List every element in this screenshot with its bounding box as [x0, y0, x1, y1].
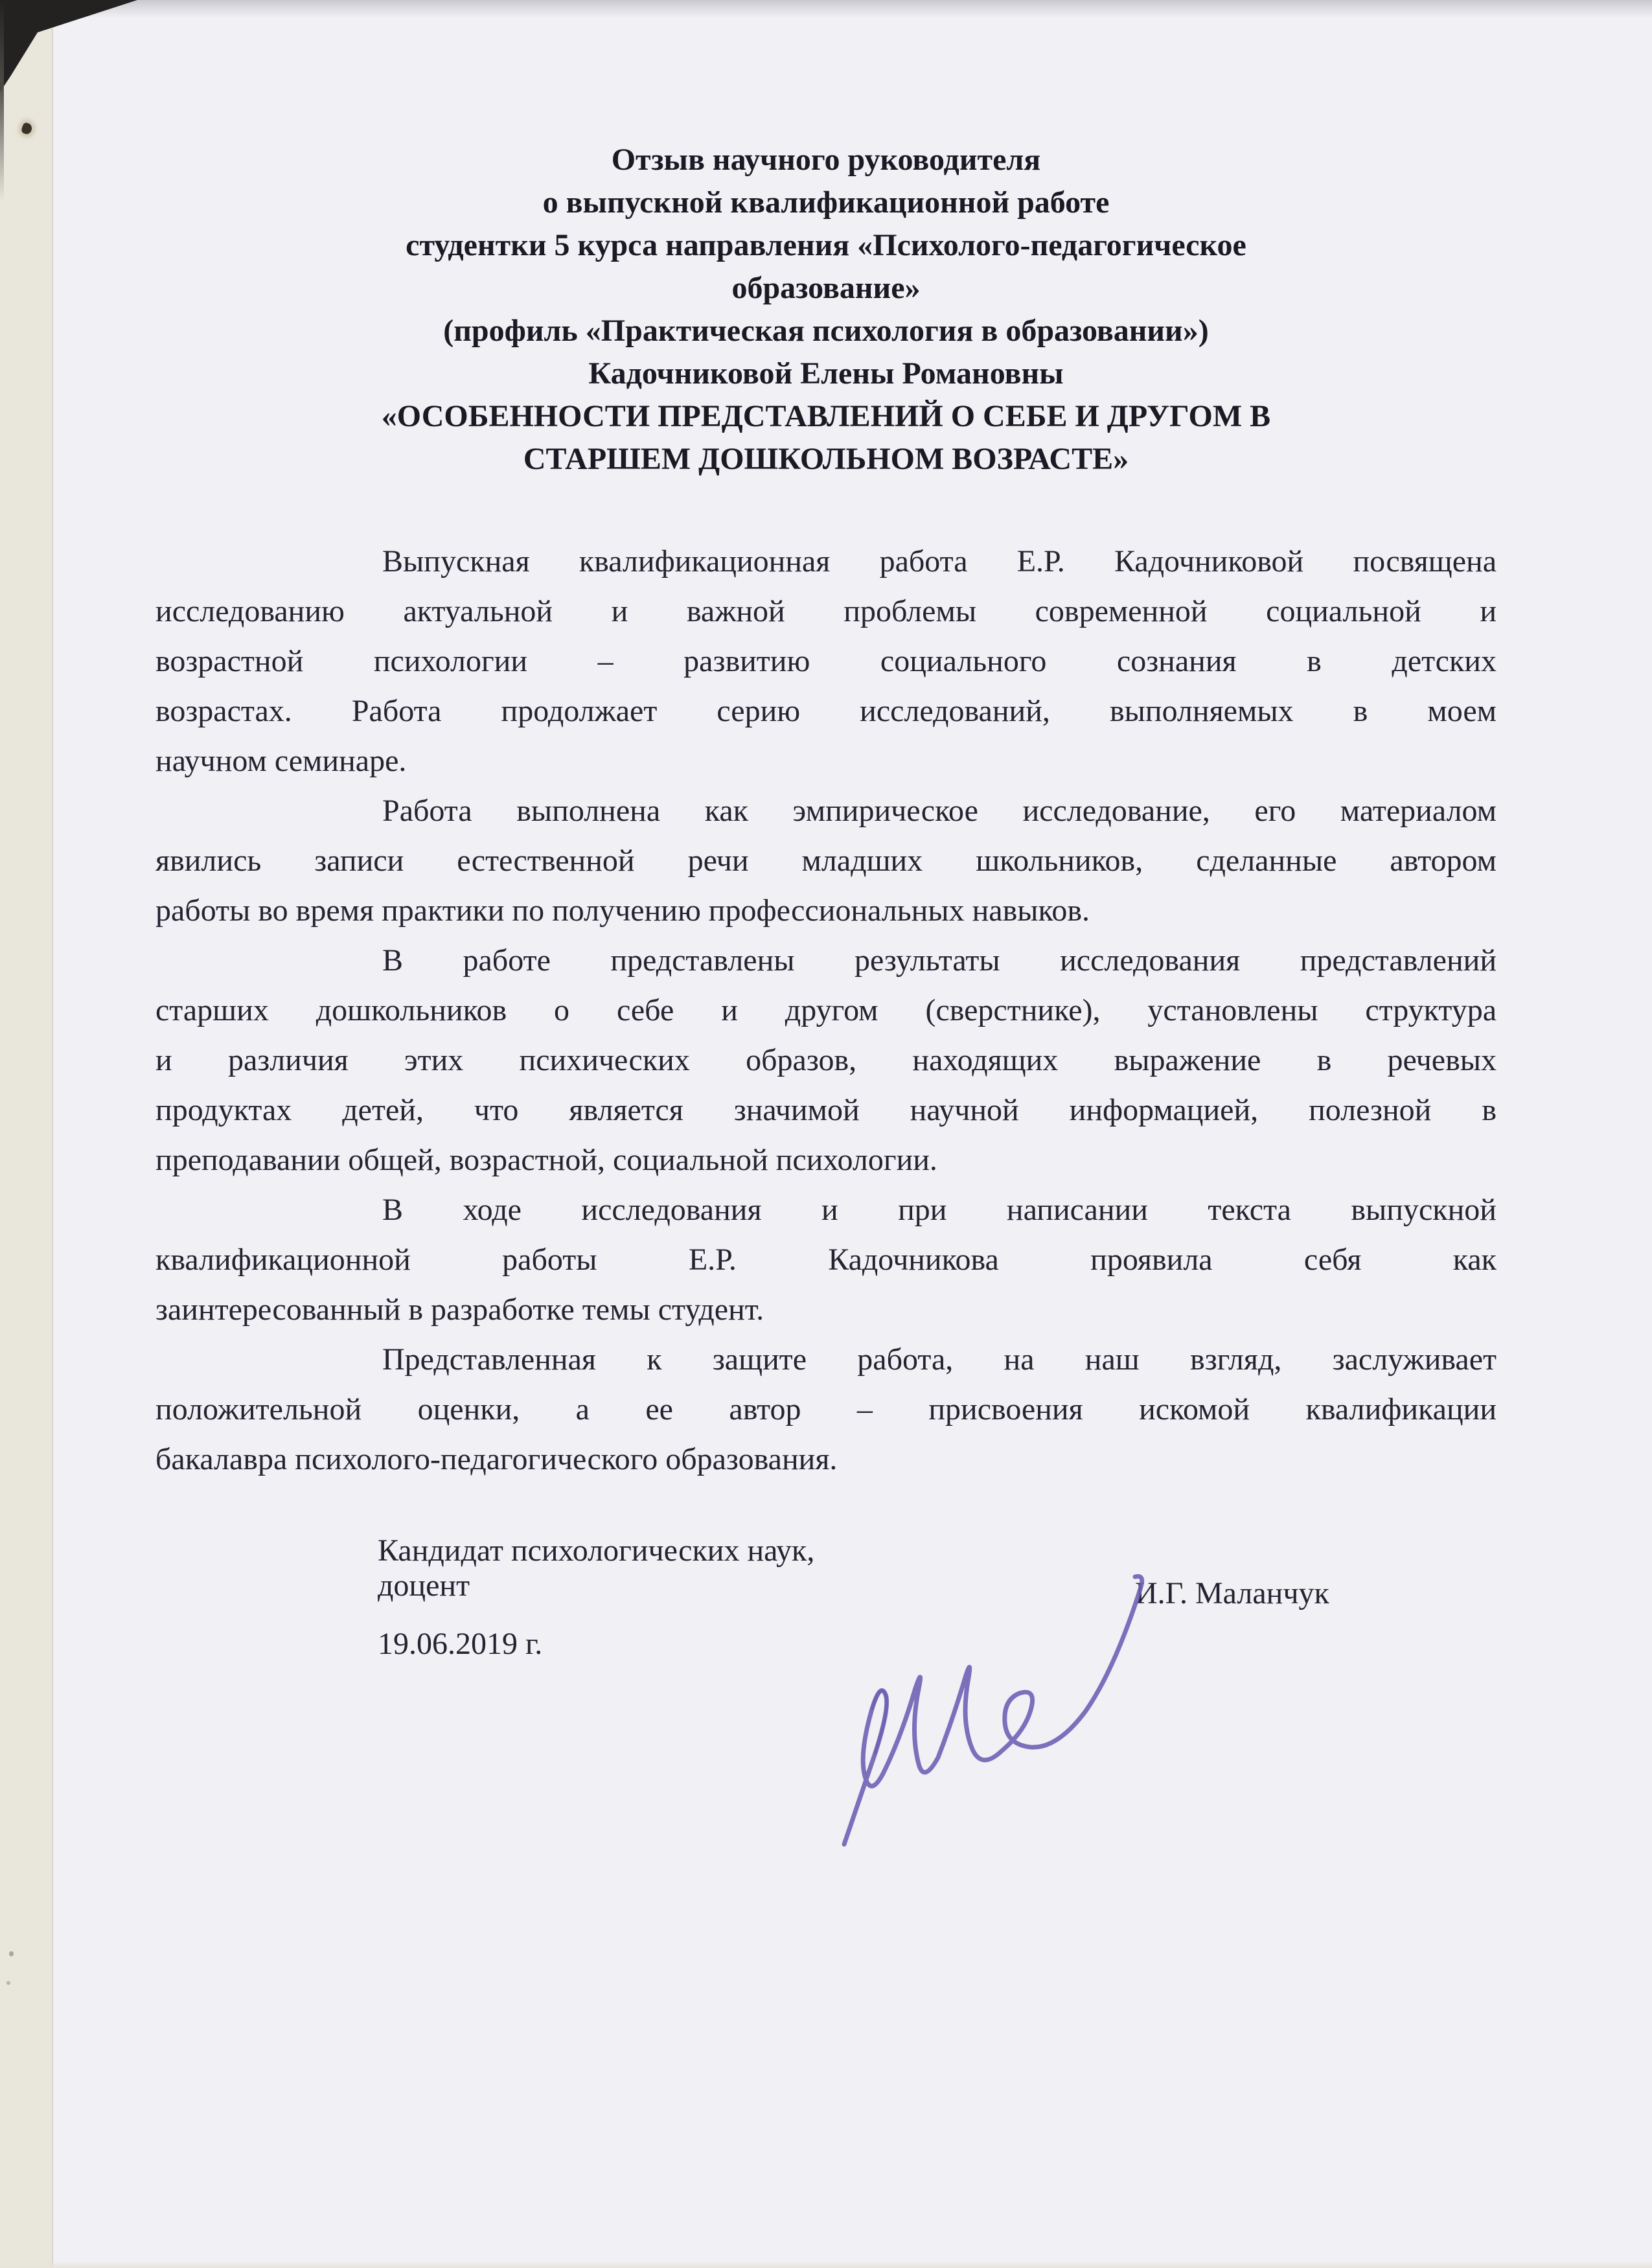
scanner-edge-left-strip: [0, 0, 53, 2268]
body-text-line: исследованию актуальной и важной проблемы современной социальной и: [155, 594, 1497, 628]
document-body: [155, 536, 1497, 1484]
body-text-line: В ходе исследования и при написании текста выпускной: [382, 1193, 1497, 1227]
body-text-line: квалификационной работы Е.Р. Кадочникова проявила себя как: [155, 1243, 1497, 1277]
document-date: 19.06.2019 г.: [378, 1627, 543, 1661]
body-text-line: бакалавра психолого-педагогического образования.: [155, 1442, 838, 1476]
scan-speck: [9, 1951, 14, 1956]
body-text-line: В работе представлены результаты исследования представлений: [382, 943, 1497, 978]
body-text-line: положительной оценки, а ее автор – присвоения искомой квалификации: [155, 1392, 1497, 1426]
body-text-line: и различия этих психических образов, находящих выражение в речевых: [155, 1043, 1497, 1077]
body-text-line: преподавании общей, возрастной, социальной психологии.: [155, 1143, 937, 1177]
title-line: образование»: [731, 271, 921, 305]
title-line: (профиль «Практическая психология в образовании»): [443, 314, 1209, 348]
signer-name: И.Г. Маланчук: [1135, 1576, 1329, 1610]
body-text-line: работы во время практики по получению профессиональных навыков.: [155, 893, 1090, 928]
handwritten-signature: [813, 1550, 1163, 1857]
body-text-line: старших дошкольников о себе и другом (сверстнике), установлены структура: [155, 993, 1497, 1027]
body-text-line: Представленная к защите работа, на наш взгляд, заслуживает: [382, 1342, 1497, 1377]
scanner-top-shadow: [0, 0, 1652, 18]
signer-degree: Кандидат психологических наук,: [378, 1533, 815, 1568]
body-text-line: явились записи естественной речи младших школьников, сделанные автором: [155, 843, 1497, 878]
body-text-line: заинтересованный в разработке темы студент.: [155, 1292, 764, 1327]
title-line: Кадочниковой Елены Романовны: [588, 356, 1064, 391]
scanner-bottom-edge: [0, 2262, 1652, 2268]
title-line: Отзыв научного руководителя: [611, 143, 1041, 177]
document-title: [155, 139, 1497, 481]
body-text-line: возрастах. Работа продолжает серию исследований, выполняемых в моем: [155, 694, 1497, 728]
body-text-line: продуктах детей, что является значимой научной информацией, полезной в: [155, 1093, 1497, 1127]
body-text-line: возрастной психологии – развитию социального сознания в детских: [155, 644, 1497, 678]
signer-position: доцент: [378, 1568, 470, 1603]
title-line: СТАРШЕМ ДОШКОЛЬНОМ ВОЗРАСТЕ»: [523, 442, 1129, 476]
body-text-line: Выпускная квалификационная работа Е.Р. Кадочниковой посвящена: [382, 544, 1497, 578]
title-line: студентки 5 курса направления «Психолого-педагогическое: [406, 228, 1246, 262]
scan-speck: [6, 1981, 10, 1985]
body-text-line: научном семинаре.: [155, 744, 407, 778]
scanner-edge-dark-sliver: [0, 0, 4, 201]
body-text-line: Работа выполнена как эмпирическое исследование, его материалом: [382, 794, 1497, 828]
title-line: о выпускной квалификационной работе: [542, 185, 1110, 220]
title-line: «ОСОБЕННОСТИ ПРЕДСТАВЛЕНИЙ О СЕБЕ И ДРУГОМ В: [381, 399, 1271, 433]
